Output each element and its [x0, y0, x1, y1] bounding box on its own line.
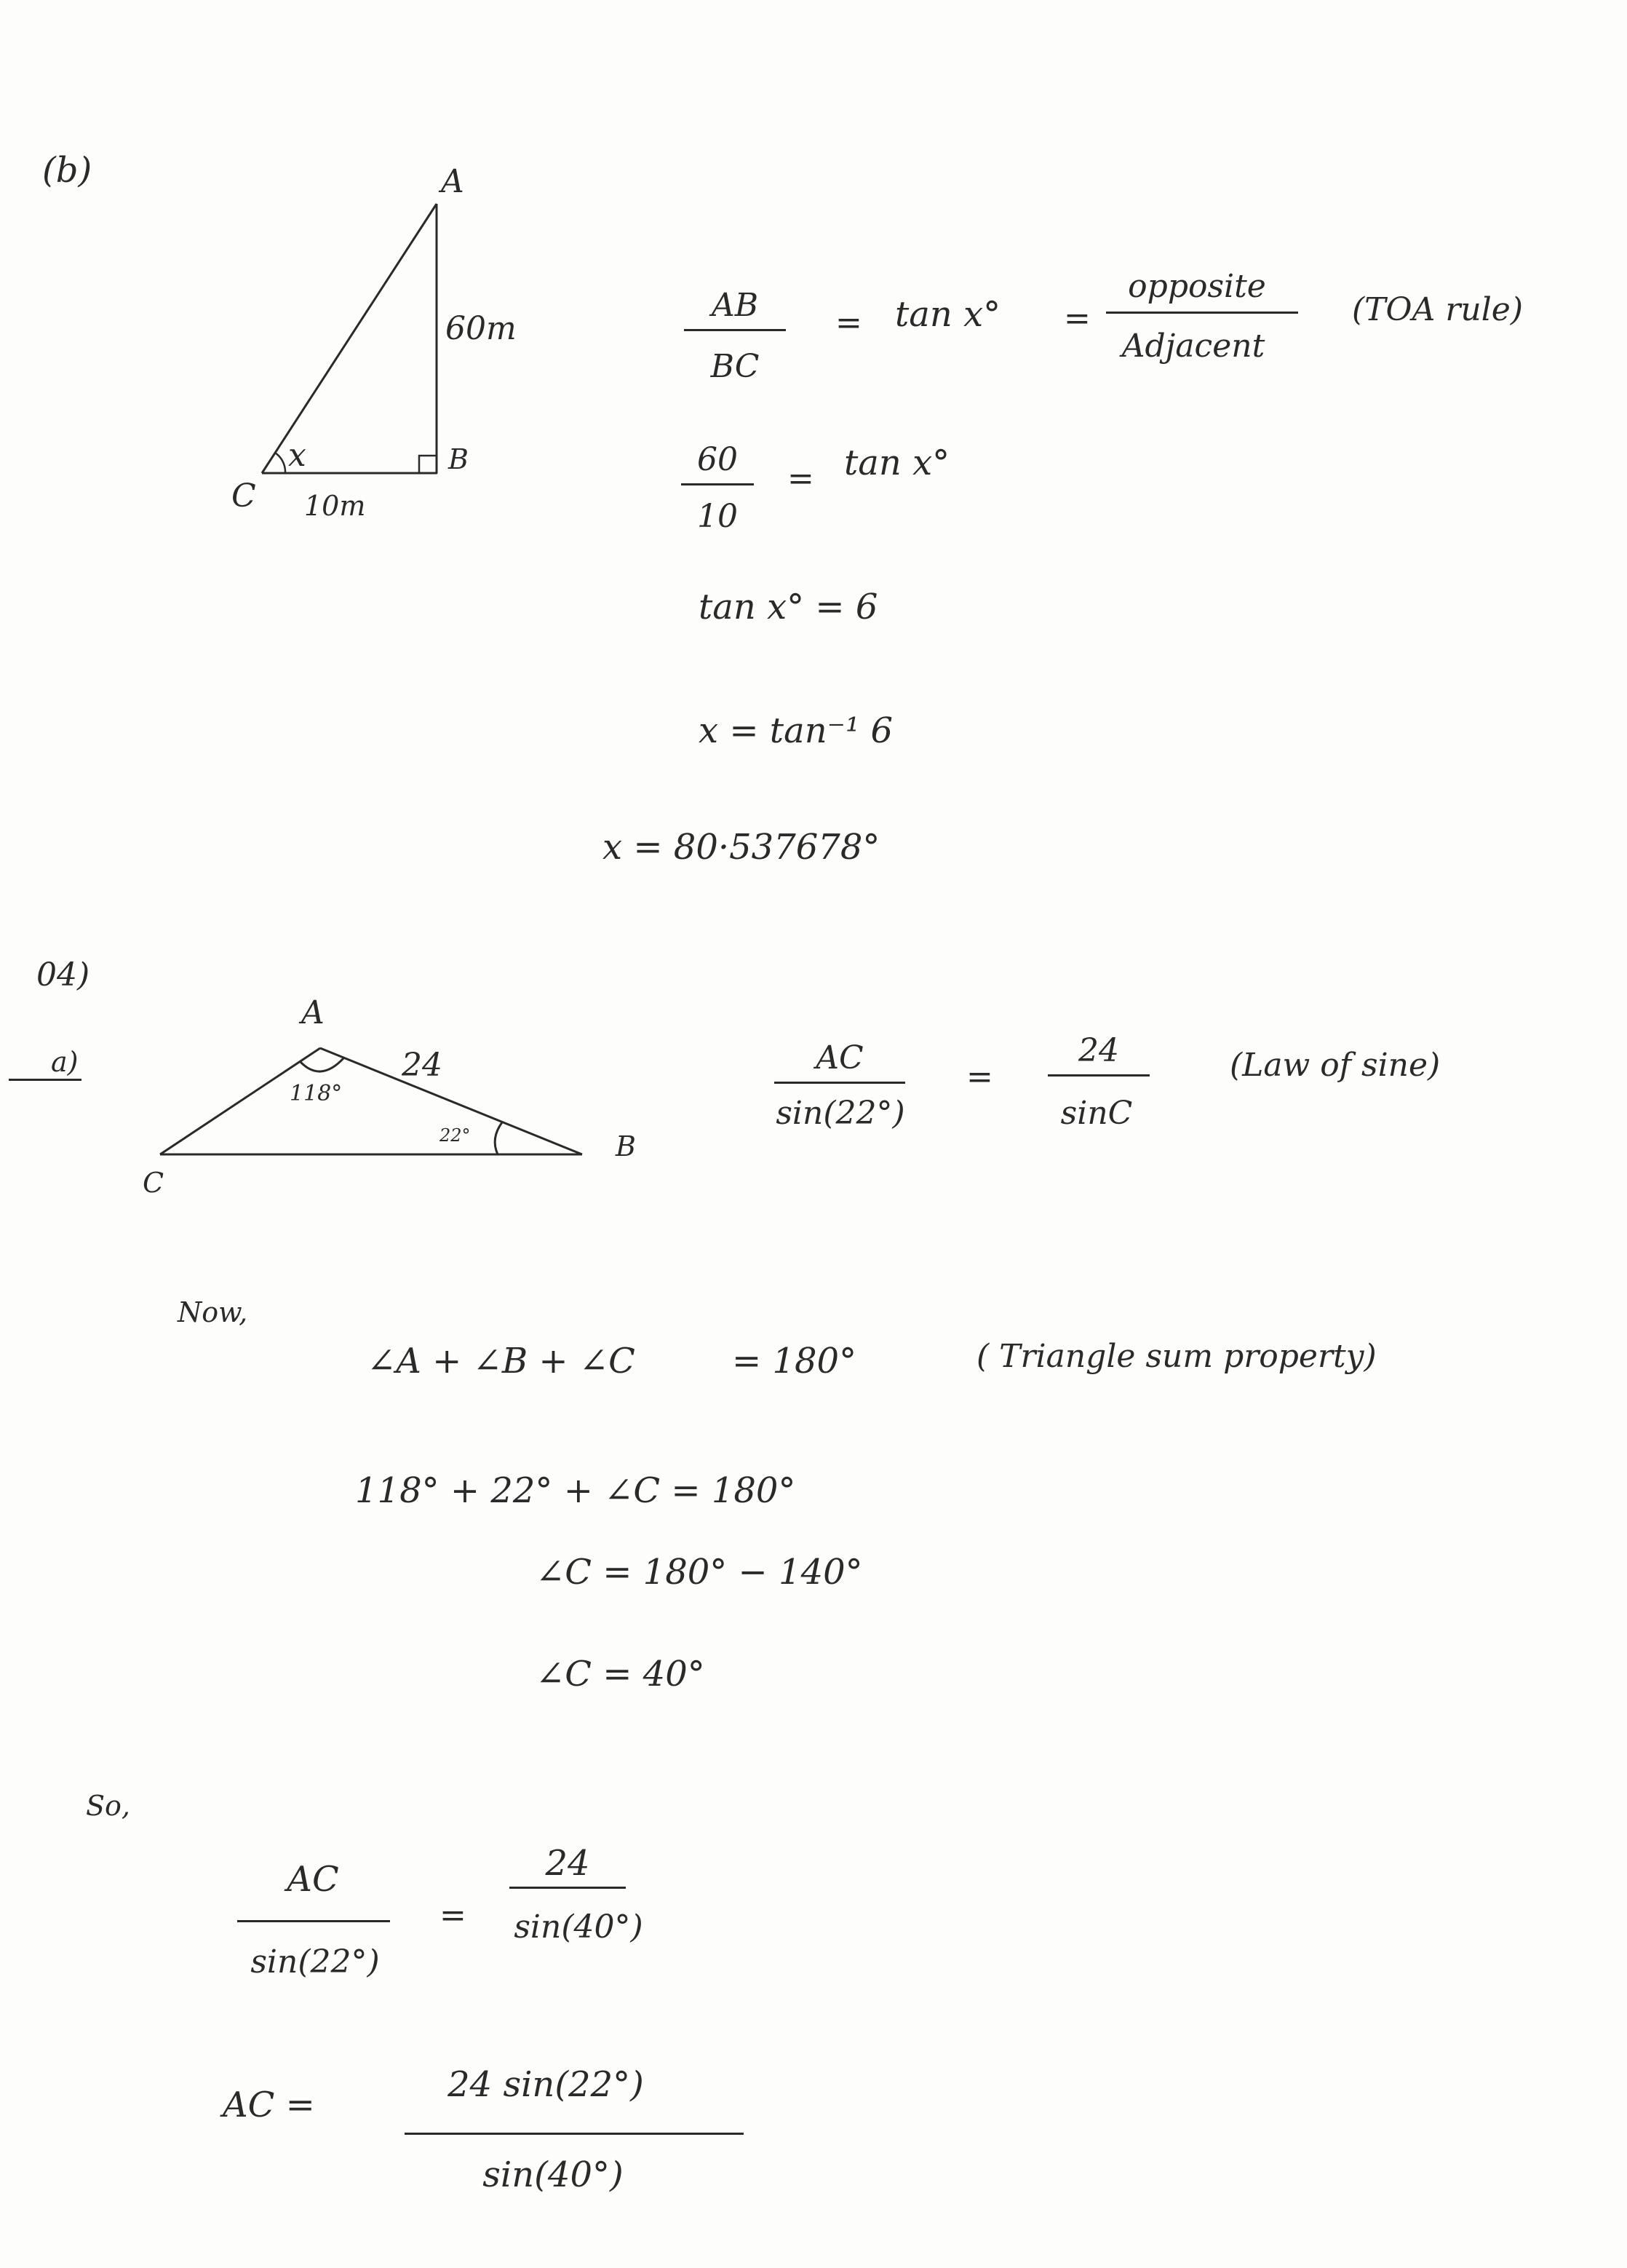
- angle-a-label: 118°: [290, 1081, 343, 1106]
- angle-b-label: 22°: [439, 1125, 471, 1146]
- opposite-numerator: opposite: [1128, 268, 1266, 305]
- vertex-b-label: B: [448, 443, 469, 475]
- tan-x-expression: tan x°: [844, 443, 950, 483]
- equals-sign: =: [439, 1897, 466, 1934]
- now-label: Now,: [178, 1296, 248, 1328]
- right-angle-mark: [419, 456, 437, 473]
- angle-c-result: ∠C = 40°: [536, 1654, 705, 1694]
- toa-rule-note: (TOA rule): [1352, 291, 1523, 328]
- angle-a-arc: [300, 1058, 343, 1071]
- oblique-triangle-figure: [138, 1019, 677, 1194]
- vertex-b-label: B: [616, 1130, 636, 1162]
- twenty-four-numerator: 24: [1078, 1032, 1119, 1069]
- sin40-denominator: sin(40°): [514, 1908, 643, 1946]
- vertex-c-label: C: [143, 1167, 164, 1199]
- fraction-bar: [237, 1920, 390, 1922]
- law-of-sine-note: (Law of sine): [1230, 1047, 1441, 1084]
- vertex-c-label: C: [231, 477, 256, 515]
- sub-part-a-label: a): [51, 1046, 79, 1078]
- ac-numerator: AC: [816, 1039, 864, 1076]
- angle-sum-rhs: = 180°: [732, 1341, 857, 1381]
- ac-equals: AC =: [223, 2085, 315, 2125]
- vertex-a-label: A: [301, 994, 325, 1031]
- part-b-label: (b): [42, 150, 92, 191]
- adjacent-denominator: Adjacent: [1121, 328, 1265, 365]
- equals-sign: =: [1064, 300, 1091, 337]
- ac-numerator: AC: [287, 1859, 339, 1900]
- right-triangle-figure: [218, 175, 742, 553]
- fraction-bar: [405, 2133, 744, 2135]
- fraction-bar: [684, 329, 786, 331]
- x-equals-arctan-6: x = tan⁻¹ 6: [699, 710, 893, 751]
- sixty-numerator: 60: [697, 441, 738, 478]
- final-numerator: 24 sin(22°): [447, 2064, 644, 2105]
- difference-line: ∠C = 180° − 140°: [536, 1552, 863, 1593]
- question-04-label: 04): [36, 956, 90, 994]
- x-result: x = 80·537678°: [602, 827, 880, 868]
- tan-x-expression: tan x°: [895, 294, 1001, 335]
- sin22-denominator: sin(22°): [250, 1943, 380, 1980]
- final-denominator: sin(40°): [482, 2154, 624, 2195]
- side-ab-label: 60m: [445, 310, 517, 347]
- fraction-bar: [774, 1082, 905, 1084]
- label-underline: [9, 1079, 81, 1081]
- fraction-bar: [681, 483, 754, 485]
- sin22-denominator: sin(22°): [776, 1095, 905, 1132]
- side-ab-label: 24: [402, 1047, 442, 1084]
- angle-c-label: x: [288, 437, 306, 474]
- fraction-bar: [1106, 312, 1298, 314]
- triangle-sum-note: ( Triangle sum property): [976, 1338, 1377, 1375]
- ten-denominator: 10: [697, 498, 738, 535]
- fraction-bar: [1048, 1074, 1150, 1076]
- sin-c-denominator: sinC: [1060, 1095, 1133, 1132]
- equals-sign: =: [966, 1058, 993, 1095]
- fraction-bar: [509, 1887, 626, 1889]
- equals-sign: =: [787, 460, 814, 497]
- hypotenuse-ca: [262, 204, 437, 473]
- tan-x-equals-6: tan x° = 6: [699, 587, 878, 627]
- angle-c-arc: [275, 453, 285, 473]
- side-cb-label: 10m: [304, 490, 366, 522]
- bc-denominator: BC: [710, 348, 760, 385]
- vertex-a-label: A: [441, 163, 464, 200]
- substitution-line: 118° + 22° + ∠C = 180°: [355, 1470, 796, 1511]
- twenty-four-numerator: 24: [545, 1843, 590, 1884]
- so-label: So,: [86, 1790, 130, 1822]
- equals-sign: =: [835, 304, 862, 341]
- ab-numerator: AB: [711, 287, 759, 324]
- angle-sum-lhs: ∠A + ∠B + ∠C: [367, 1341, 635, 1381]
- angle-b-arc: [495, 1122, 502, 1154]
